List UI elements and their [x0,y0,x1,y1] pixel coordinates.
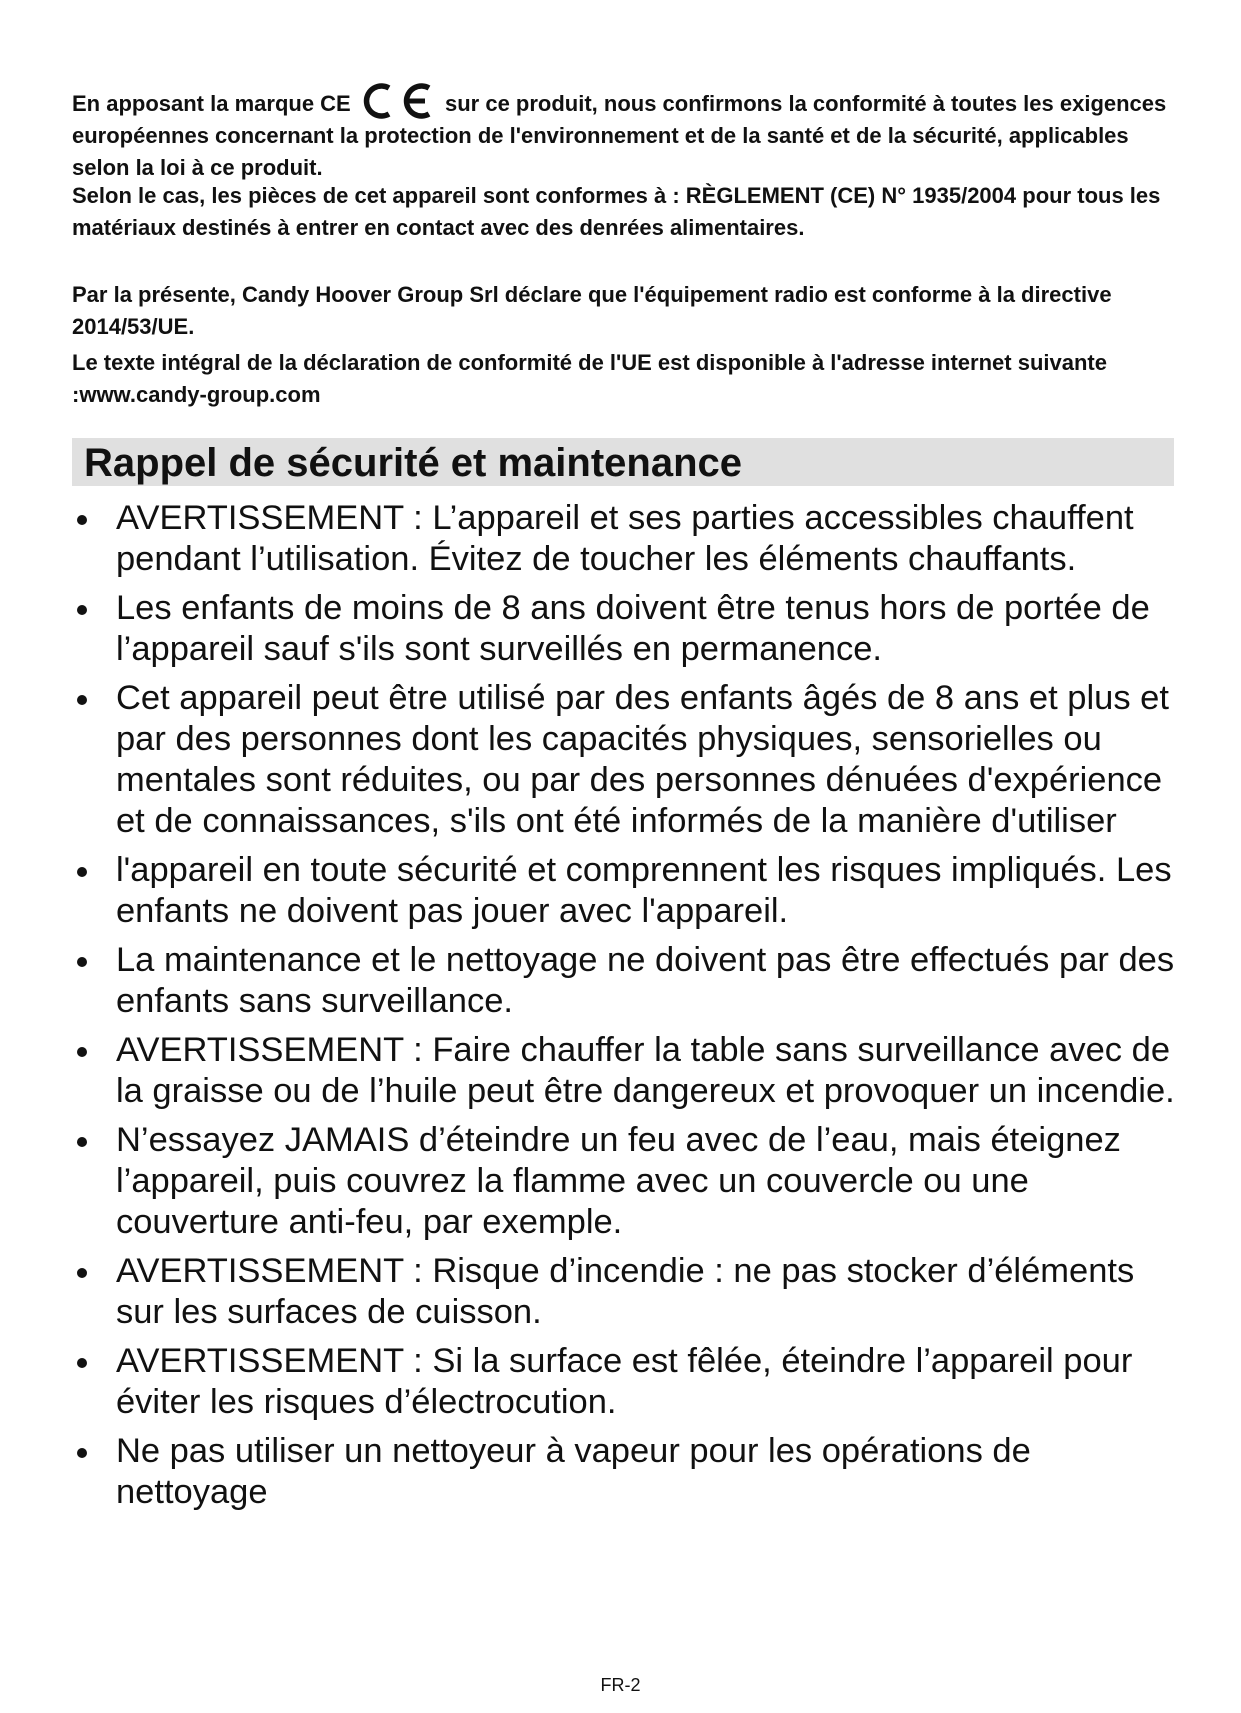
bullet-item [72,1251,1182,1333]
bullet-dot-icon [77,695,87,705]
bullet-text: Les enfants de moins de 8 ans doivent être tenus hors de portée de l’appareil sauf s'ils sont surveillés en permanence. [116,589,1150,668]
bullet-dot-icon [77,605,87,615]
bullet-text: La maintenance et le nettoyage ne doivent pas être effectués par des enfants sans surveillance. [116,941,1175,1020]
bullet-dot-icon [77,1047,87,1057]
bullet-text: AVERTISSEMENT : L’appareil et ses parties accessibles chauffent pendant l’utilisation. Évitez de toucher les éléments chauffants. [116,499,1134,578]
bullet-dot-icon [77,1268,87,1278]
bullet-text: AVERTISSEMENT : Si la surface est fêlée, éteindre l’appareil pour éviter les risques d’électrocution. [116,1342,1133,1421]
bullet-item [72,1030,1182,1112]
bullet-text: N’essayez JAMAIS d’éteindre un feu avec de l’eau, mais éteignez l’appareil, puis couvrez la flamme avec un couvercle ou une couverture anti-feu, par exemple. [116,1121,1121,1241]
regulation-paragraph: Selon le cas, les pièces de cet appareil sont conformes à : RÈGLEMENT (CE) N° 1935/2004 pour tous les matériaux destinés à entrer en contact avec des denrées alimentaires. [72,183,1161,240]
ce-declaration-text-end: sur ce produit, nous confirmons la conformité à toutes les exigences européennes concernant la protection de l'environnement et de la santé et de la sécurité, applicables selon la loi à ce produit. [72,91,1167,180]
bullet-dot-icon [77,515,87,525]
page-number: FR-2 [600,1675,641,1695]
bullet-text: AVERTISSEMENT : Faire chauffer la table sans surveillance avec de la graisse ou de l’huile peut être dangereux et provoquer un incendie. [116,1031,1175,1110]
bullet-item [72,678,1182,842]
bullet-text: AVERTISSEMENT : Risque d’incendie : ne pas stocker d’éléments sur les surfaces de cuisson. [116,1252,1135,1331]
bullet-dot-icon [77,1358,87,1368]
ce-declaration-paragraph [72,82,1182,183]
section-header-bar [72,438,1174,486]
bullet-item [72,940,1182,1022]
bullet-dot-icon [77,867,87,877]
bullet-text: Cet appareil peut être utilisé par des enfants âgés de 8 ans et plus et par des personnes dont les capacités physiques, sensorielles ou mentales sont réduites, ou par des personnes dénuées d'expérience et de connaissances, s'ils ont été informés de la manière d'utiliser [116,679,1169,840]
safety-bullet-list [72,498,1182,1521]
bullet-item [72,1341,1182,1423]
bullet-text: l'appareil en toute sécurité et comprennent les risques impliqués. Les enfants ne doivent pas jouer avec l'appareil. [116,851,1172,930]
bullet-dot-icon [77,1448,87,1458]
bullet-dot-icon [77,1137,87,1147]
bullet-item [72,588,1182,670]
bullet-item [72,850,1182,932]
ce-declaration-text-start: En apposant la marque CE [72,91,351,116]
declaration-url-paragraph: Le texte intégral de la déclaration de conformité de l'UE est disponible à l'adresse internet suivante :www.candy-group.com [72,350,1107,407]
bullet-item [72,1431,1182,1513]
bullet-text: Ne pas utiliser un nettoyeur à vapeur pour les opérations de nettoyage [116,1432,1031,1511]
bullet-dot-icon [77,957,87,967]
bullet-item [72,1120,1182,1243]
section-title: Rappel de sécurité et maintenance [84,441,743,485]
bullet-item [72,498,1182,580]
radio-directive-paragraph: Par la présente, Candy Hoover Group Srl déclare que l'équipement radio est conforme à la directive 2014/53/UE. [72,282,1112,339]
ce-mark-icon [359,82,435,120]
